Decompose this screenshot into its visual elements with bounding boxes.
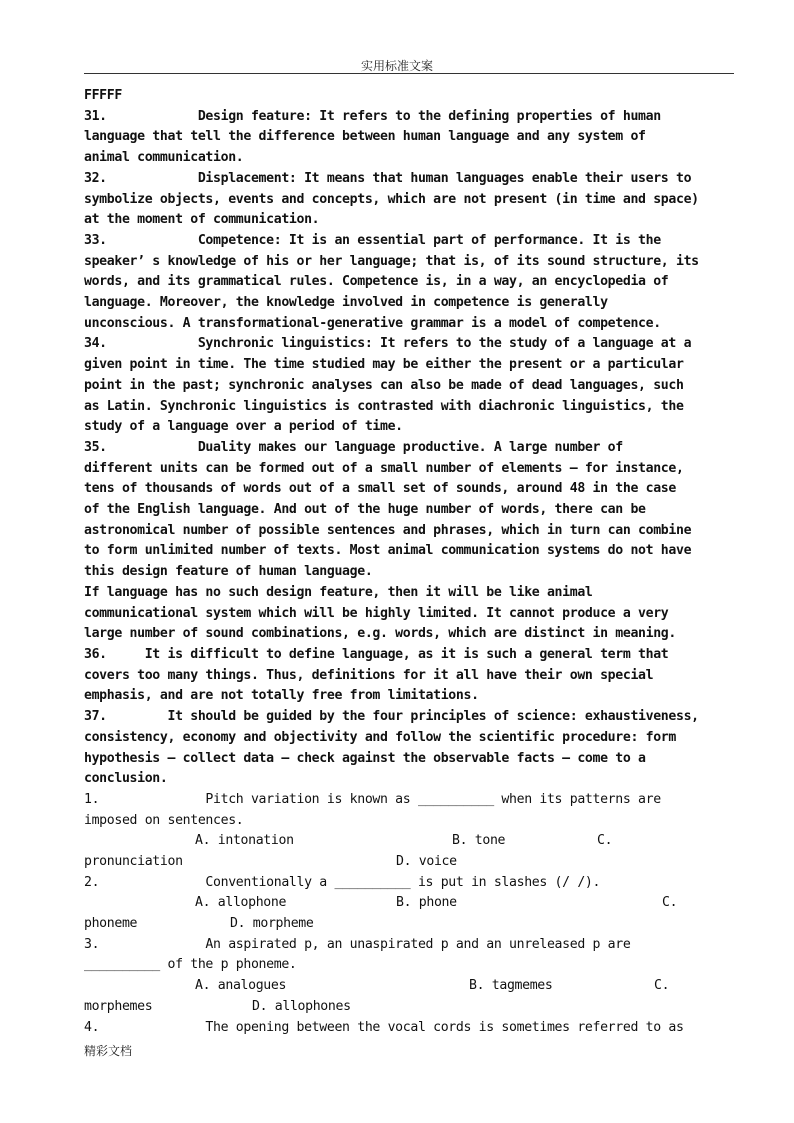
text-line: point in the past; synchronic analyses can also be made of dead languages, such (84, 377, 684, 393)
text-line: this design feature of human language. (84, 564, 373, 580)
text-line: study of a language over a period of time. (84, 419, 403, 435)
text-line: of the English language. And out of the huge number of words, there can be (84, 502, 646, 518)
document-body (84, 86, 744, 1038)
option-a: A. analogues (195, 978, 287, 994)
answer-35 (84, 438, 744, 645)
text-line: 36. It is difficult to define language, as it is such a general term that (84, 646, 669, 662)
text-line: tens of thousands of words out of a small set of sounds, around 48 in the case (84, 481, 676, 497)
text-line: conclusion. (84, 771, 168, 787)
question-1 (84, 790, 744, 873)
option-c: C. (597, 833, 613, 849)
text-line: 32. Displacement: It means that human languages enable their users to (84, 170, 692, 186)
marker-text: FFFFF (84, 88, 122, 103)
question-stem: 1. Pitch variation is known as __________ when its patterns are (84, 791, 661, 807)
options-row (84, 914, 744, 935)
text-line: at the moment of communication. (84, 212, 320, 228)
question-stem: 4. The opening between the vocal cords is sometimes referred to as (84, 1019, 684, 1035)
option-b: B. phone (396, 895, 457, 911)
text-line: 37. It should be guided by the four principles of science: exhaustiveness, (84, 709, 699, 725)
option-c-text: morphemes (84, 998, 153, 1014)
text-line: astronomical number of possible sentences and phrases, which in turn can combine (84, 522, 692, 538)
text-line: emphasis, and are not totally free from limitations. (84, 688, 479, 704)
text-line: 31. Design feature: It refers to the defining properties of human (84, 108, 661, 124)
answer-37 (84, 707, 744, 790)
option-b: B. tagmemes (469, 978, 553, 994)
definition-33 (84, 231, 744, 335)
options-row (84, 976, 744, 997)
option-d: D. allophones (252, 998, 351, 1014)
option-a: A. intonation (195, 833, 294, 849)
definition-31 (84, 107, 744, 169)
text-line: words, and its grammatical rules. Competence is, in a way, an encyclopedia of (84, 274, 669, 290)
options-row (84, 852, 744, 873)
text-line: language. Moreover, the knowledge involved in competence is generally (84, 295, 608, 311)
text-line: communicational system which will be highly limited. It cannot produce a very (84, 605, 669, 621)
question-stem: imposed on sentences. (84, 812, 244, 828)
definition-34 (84, 334, 744, 438)
page-header: 实用标准文案 (360, 59, 433, 73)
question-3 (84, 935, 744, 1018)
question-4 (84, 1018, 744, 1039)
answer-36 (84, 645, 744, 707)
option-c-text: phoneme (84, 916, 138, 932)
option-d: D. morpheme (230, 916, 314, 932)
options-row (84, 997, 744, 1018)
question-stem: 3. An aspirated p, an unaspirated p and an unreleased p are (84, 936, 631, 952)
question-stem: __________ of the p phoneme. (84, 957, 297, 973)
text-line: different units can be formed out of a small number of elements – for instance, (84, 460, 684, 476)
text-line: given point in time. The time studied may be either the present or a particular (84, 357, 684, 373)
option-c: C. (654, 978, 670, 994)
text-line: 35. Duality makes our language productive. A large number of (84, 439, 623, 455)
option-d: D. voice (396, 854, 457, 869)
text-line: speaker’ s knowledge of his or her language; that is, of its sound structure, its (84, 253, 699, 269)
text-line: 34. Synchronic linguistics: It refers to the study of a language at a (84, 336, 692, 352)
option-b: B. tone (452, 833, 506, 849)
header-rule (84, 73, 734, 74)
text-line: hypothesis – collect data – check against the observable facts – come to a (84, 750, 646, 766)
text-line: consistency, economy and objectivity and follow the scientific procedure: form (84, 729, 676, 745)
text-line: symbolize objects, events and concepts, which are not present (in time and space) (84, 191, 699, 207)
options-row (84, 831, 744, 852)
text-line: 33. Competence: It is an essential part of performance. It is the (84, 232, 661, 248)
definition-32 (84, 169, 744, 231)
text-line: large number of sound combinations, e.g. words, which are distinct in meaning. (84, 626, 676, 642)
option-c: C. (662, 895, 678, 911)
text-line: animal communication. (84, 150, 244, 166)
text-line: unconscious. A transformational-generative grammar is a model of competence. (84, 315, 661, 331)
page-footer: 精彩文档 (84, 1044, 133, 1058)
text-line: If language has no such design feature, then it will be like animal (84, 584, 593, 600)
question-2 (84, 873, 744, 935)
option-a: A. allophone (195, 895, 287, 911)
question-stem: 2. Conventionally a __________ is put in slashes (/ /). (84, 874, 601, 890)
options-row (84, 893, 744, 914)
text-line: language that tell the difference between human language and any system of (84, 129, 646, 145)
text-line: to form unlimited number of texts. Most animal communication systems do not have (84, 543, 692, 559)
text-line: covers too many things. Thus, definitions for it all have their own special (84, 667, 654, 683)
option-c-text: pronunciation (84, 854, 183, 869)
text-line: as Latin. Synchronic linguistics is contrasted with diachronic linguistics, the (84, 398, 684, 414)
